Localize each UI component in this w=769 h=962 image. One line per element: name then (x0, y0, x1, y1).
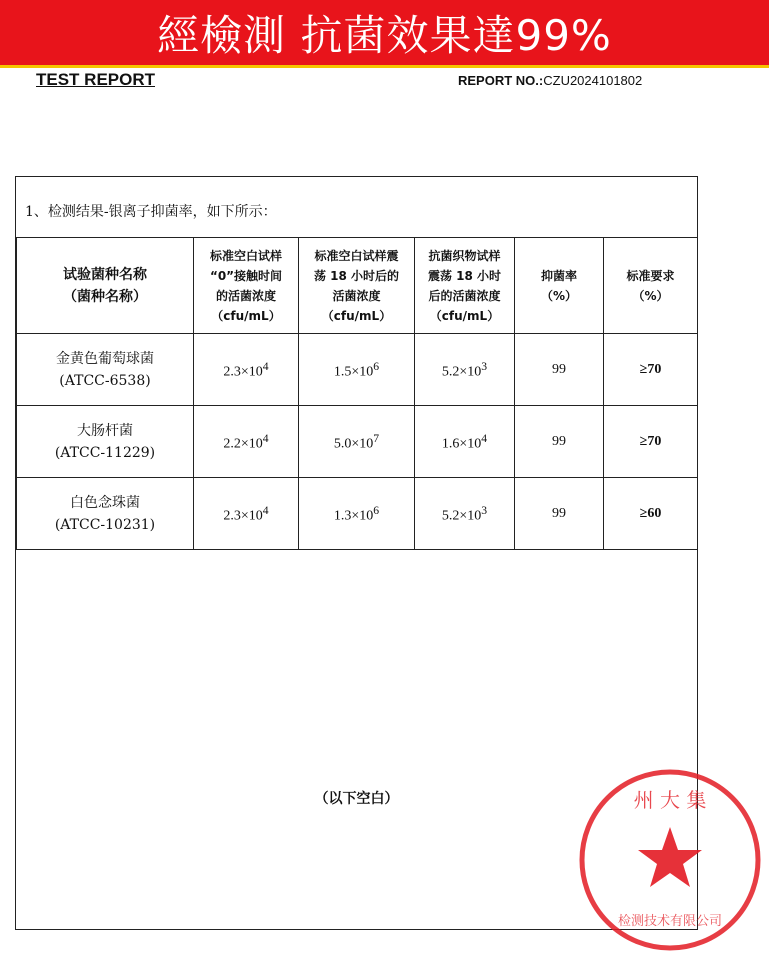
header-line: 标准要求 (626, 268, 675, 283)
value-exponent: 6 (373, 359, 380, 373)
value-exponent: 6 (373, 503, 380, 517)
header-line: （cfu/mL） (429, 308, 500, 323)
requirement-value: ≥70 (604, 406, 698, 478)
blank-0h-value (194, 478, 299, 550)
header-line: 抑菌率 (540, 268, 577, 283)
header-line: 的活菌浓度 (215, 288, 276, 303)
value-base: 5.2×10 (441, 364, 482, 380)
seal-text: 州 大 集 (633, 788, 707, 812)
strain-cell (17, 334, 194, 406)
header-cell-inhibition-rate (515, 238, 604, 334)
promo-banner-text: 經檢測 抗菌效果達99% (157, 10, 612, 60)
fabric-18h-value (415, 478, 515, 550)
value-exponent: 7 (373, 431, 380, 445)
header-line: 荡 18 小时后的 (313, 268, 400, 283)
blank-0h-value (194, 334, 299, 406)
strain-code: (ATCC-6538) (59, 372, 151, 389)
requirement-value: ≥60 (604, 478, 698, 550)
value-exponent: 4 (262, 431, 269, 445)
company-seal (575, 765, 765, 955)
header-line: （菌种名称） (63, 288, 147, 305)
value-exponent: 4 (481, 431, 488, 445)
fabric-18h-value (415, 334, 515, 406)
inhibition-rate-value: 99 (515, 334, 604, 406)
header-line: 活菌浓度 (332, 288, 381, 303)
value-base: 5.2×10 (441, 508, 482, 524)
header-line: 标准空白试样 (209, 248, 282, 263)
header-line: 抗菌织物试样 (428, 248, 501, 263)
seal-star-icon (638, 827, 702, 887)
strain-name: 白色念珠菌 (70, 494, 140, 511)
table-row (17, 334, 698, 406)
header-line: 试验菌种名称 (63, 266, 147, 283)
value-base: 1.5×10 (333, 364, 374, 380)
value-exponent: 3 (481, 359, 488, 373)
requirement-value: ≥70 (604, 334, 698, 406)
blank-0h-value (194, 406, 299, 478)
header-cell-strain (17, 238, 194, 334)
header-line: （%） (632, 288, 669, 303)
header-row (17, 238, 698, 334)
strain-code: (ATCC-10231) (54, 516, 156, 533)
header-cell-blank-0h (194, 238, 299, 334)
header-line: 后的活菌浓度 (428, 288, 501, 303)
report-number-value: CZU2024101802 (543, 73, 643, 88)
strain-cell (17, 406, 194, 478)
value-base: 1.6×10 (441, 436, 482, 452)
report-number (458, 73, 642, 88)
inhibition-rate-value: 99 (515, 478, 604, 550)
strain-cell (17, 478, 194, 550)
blank-18h-value (299, 406, 415, 478)
header-line: “0”接触时间 (209, 268, 283, 283)
blank-below-note: （以下空白） (314, 791, 399, 807)
value-base: 1.3×10 (333, 508, 374, 524)
blank-18h-value (299, 334, 415, 406)
results-table (16, 237, 698, 550)
strain-code: (ATCC-11229) (54, 444, 156, 461)
test-report-label: TEST REPORT (36, 70, 156, 89)
header-line: （cfu/mL） (211, 308, 281, 323)
header-cell-standard-requirement (604, 238, 698, 334)
promo-banner (0, 0, 769, 68)
value-exponent: 4 (262, 503, 269, 517)
table-row (17, 406, 698, 478)
section-caption: 1、检测结果-银离子抑菌率，如下所示： (25, 204, 277, 220)
header-line: （%） (540, 288, 578, 303)
strain-name: 金黄色葡萄球菌 (56, 350, 154, 367)
value-base: 2.3×10 (223, 364, 263, 380)
blank-18h-value (299, 478, 415, 550)
value-base: 5.0×10 (333, 436, 374, 452)
header-line: 震荡 18 小时 (427, 268, 502, 283)
seal-subtext: 检测技术有限公司 (617, 914, 723, 929)
fabric-18h-value (415, 406, 515, 478)
header-line: （cfu/mL） (321, 308, 392, 323)
value-exponent: 4 (262, 359, 269, 373)
report-number-label: REPORT NO.: (458, 73, 544, 88)
header-cell-blank-18h (299, 238, 415, 334)
header-cell-fabric-18h (415, 238, 515, 334)
strain-name: 大肠杆菌 (77, 422, 133, 439)
value-exponent: 3 (481, 503, 488, 517)
inhibition-rate-value: 99 (515, 406, 604, 478)
header-line: 标准空白试样震 (314, 248, 399, 263)
value-base: 2.2×10 (223, 436, 263, 452)
table-row (17, 478, 698, 550)
value-base: 2.3×10 (223, 508, 263, 524)
